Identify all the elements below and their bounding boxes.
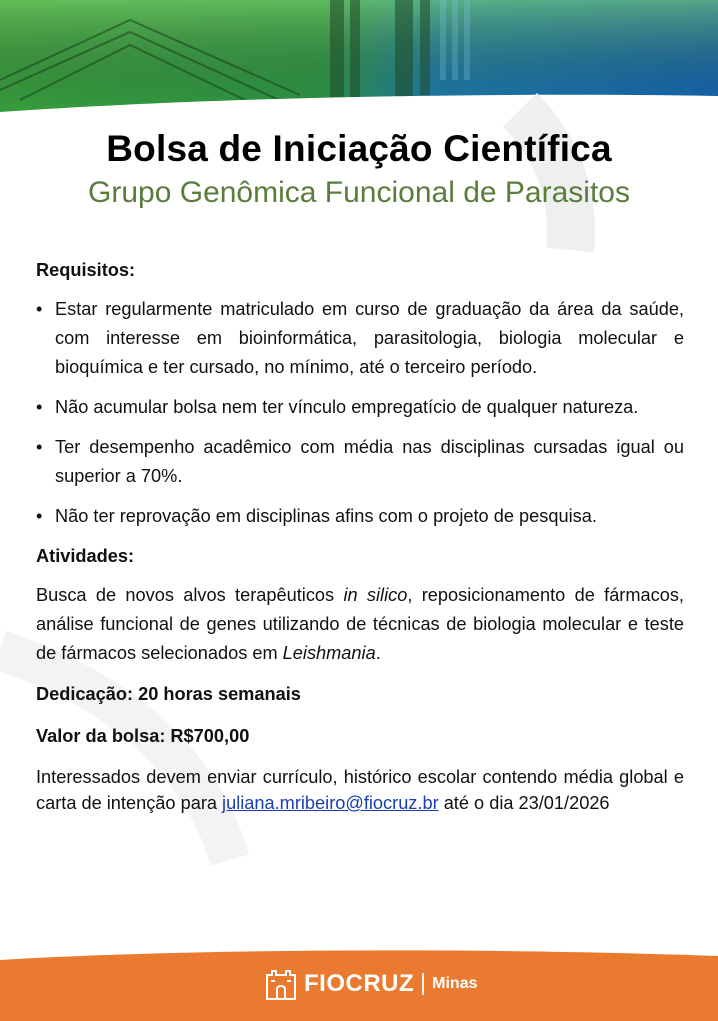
contato-text-part: até o dia 23/01/2026 <box>438 793 610 813</box>
requisitos-list <box>36 295 684 531</box>
atividades-text-part: . <box>375 643 381 663</box>
building-photo-icon <box>0 0 718 118</box>
valor-text: Valor da bolsa: R$700,00 <box>36 726 250 746</box>
dedicacao-text: Dedicação: 20 horas semanais <box>36 684 301 704</box>
logo-sub-text: Minas <box>432 975 478 992</box>
fiocruz-logo <box>264 964 478 1004</box>
contato-text <box>36 764 684 816</box>
atividades-text-part: Busca de novos alvos terapêuticos <box>36 585 344 605</box>
atividades-text <box>36 581 684 668</box>
castle-icon <box>264 967 298 1001</box>
logo-main-text: FIOCRUZ <box>304 970 415 997</box>
list-item: • Não acumular bolsa nem ter vínculo empregatício de qualquer natureza. <box>36 393 684 422</box>
list-item: • Não ter reprovação em disciplinas afins com o projeto de pesquisa. <box>36 502 684 531</box>
page-subtitle: Grupo Genômica Funcional de Parasitos <box>88 176 630 209</box>
email-link[interactable]: juliana.mribeiro@fiocruz.br <box>222 793 439 813</box>
contato-text-part: Interessados devem enviar currículo, histórico escolar contendo média global e carta de intenção para <box>36 767 684 813</box>
atividades-italic: Leishmania <box>282 643 376 663</box>
atividades-heading: Atividades: <box>36 546 135 566</box>
atividades-italic: in silico <box>343 585 408 605</box>
list-item: • Estar regularmente matriculado em curso de graduação da área da saúde, com interesse em bioinformática, parasitologia, biologia molecular e bioquímica e ter cursado, no mínimo, até o terceiro período. <box>36 295 684 382</box>
main-content <box>36 256 684 816</box>
header-banner <box>0 0 718 118</box>
list-item: • Ter desempenho acadêmico com média nas disciplinas cursadas igual ou superior a 70%. <box>36 433 684 491</box>
logo-separator <box>422 973 424 995</box>
page-title: Bolsa de Iniciação Científica <box>106 128 612 169</box>
requisitos-heading: Requisitos: <box>36 260 136 280</box>
atividades-text-part: , reposicionamento de fármacos, análise funcional de genes utilizando de técnicas de biologia molecular e teste de fármacos selecionados em <box>36 585 684 663</box>
